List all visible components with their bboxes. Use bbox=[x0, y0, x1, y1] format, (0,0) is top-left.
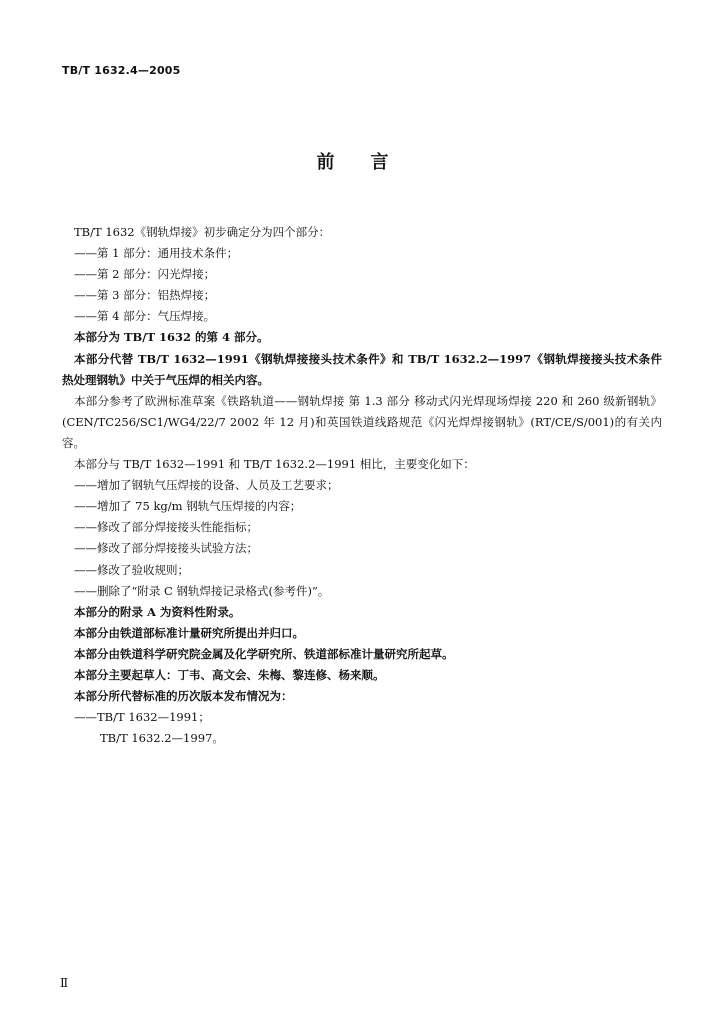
preface-list-item: ——增加了 75 kg/m 钢轨气压焊接的内容； bbox=[74, 499, 302, 514]
preface-line: 本部分所代替标准的历次版本发布情况为： bbox=[74, 689, 293, 704]
preface-list-item: ——修改了部分焊接接头试验方法； bbox=[74, 541, 258, 556]
preface-paragraph: 本部分参考了欧洲标准草案《铁路轨道——钢轨焊接 第 1.3 部分 移动式闪光焊现场焊接 220 和 260 级新钢轨》(CEN/TC256/SC1/WG4/22/7 2002 年 12 月)和英国铁道线路规范《闪光焊焊接钢轨》(RT/CE/S/001)的有关内容。 bbox=[62, 393, 662, 450]
preface-list-item: ——第 4 部分：气压焊接。 bbox=[74, 309, 216, 324]
preface-list-item: TB/T 1632.2—1997。 bbox=[100, 731, 224, 746]
preface-list-item: ——增加了钢轨气压焊接的设备、人员及工艺要求； bbox=[74, 478, 339, 493]
preface-list-item: ——第 2 部分：闪光焊接； bbox=[74, 267, 216, 282]
preface-list-item: ——删除了“附录 C 钢轨焊接记录格式(参考件)”。 bbox=[74, 583, 330, 598]
preface-list-item: ——修改了部分焊接接头性能指标； bbox=[74, 520, 258, 535]
preface-line: 本部分为 TB/T 1632 的第 4 部分。 bbox=[74, 330, 269, 345]
page-title bbox=[0, 148, 705, 174]
preface-list-item: ——TB/T 1632—1991； bbox=[74, 710, 210, 725]
title-char-2: 言 bbox=[370, 152, 389, 173]
page-number: Ⅱ bbox=[60, 976, 69, 990]
title-char-1: 前 bbox=[316, 152, 335, 173]
preface-line: 本部分由铁道部标准计量研究所提出并归口。 bbox=[74, 625, 304, 640]
preface-line: 本部分的附录 A 为资料性附录。 bbox=[74, 604, 241, 619]
preface-paragraph: 本部分代替 TB/T 1632—1991《钢轨焊接接头技术条件》和 TB/T 1632.2—1997《钢轨焊接接头技术条件 热处理钢轨》中关于气压焊的相关内容。 bbox=[62, 351, 662, 387]
preface-list-item: ——第 3 部分：铝热焊接； bbox=[74, 288, 216, 303]
preface-list-item: ——第 1 部分：通用技术条件； bbox=[74, 246, 239, 261]
preface-line: 本部分与 TB/T 1632—1991 和 TB/T 1632.2—1991 相比，主要变化如下： bbox=[74, 457, 475, 472]
document-code: TB/T 1632.4—2005 bbox=[62, 64, 181, 77]
preface-line: 本部分主要起草人：丁韦、高文会、朱梅、黎连修、杨来顺。 bbox=[74, 667, 385, 682]
preface-list-item: ——修改了验收规则； bbox=[74, 562, 189, 577]
preface-line: 本部分由铁道科学研究院金属及化学研究所、铁道部标准计量研究所起草。 bbox=[74, 646, 454, 661]
preface-line: TB/T 1632《钢轨焊接》初步确定分为四个部分： bbox=[74, 225, 331, 239]
preface-body bbox=[62, 222, 662, 749]
